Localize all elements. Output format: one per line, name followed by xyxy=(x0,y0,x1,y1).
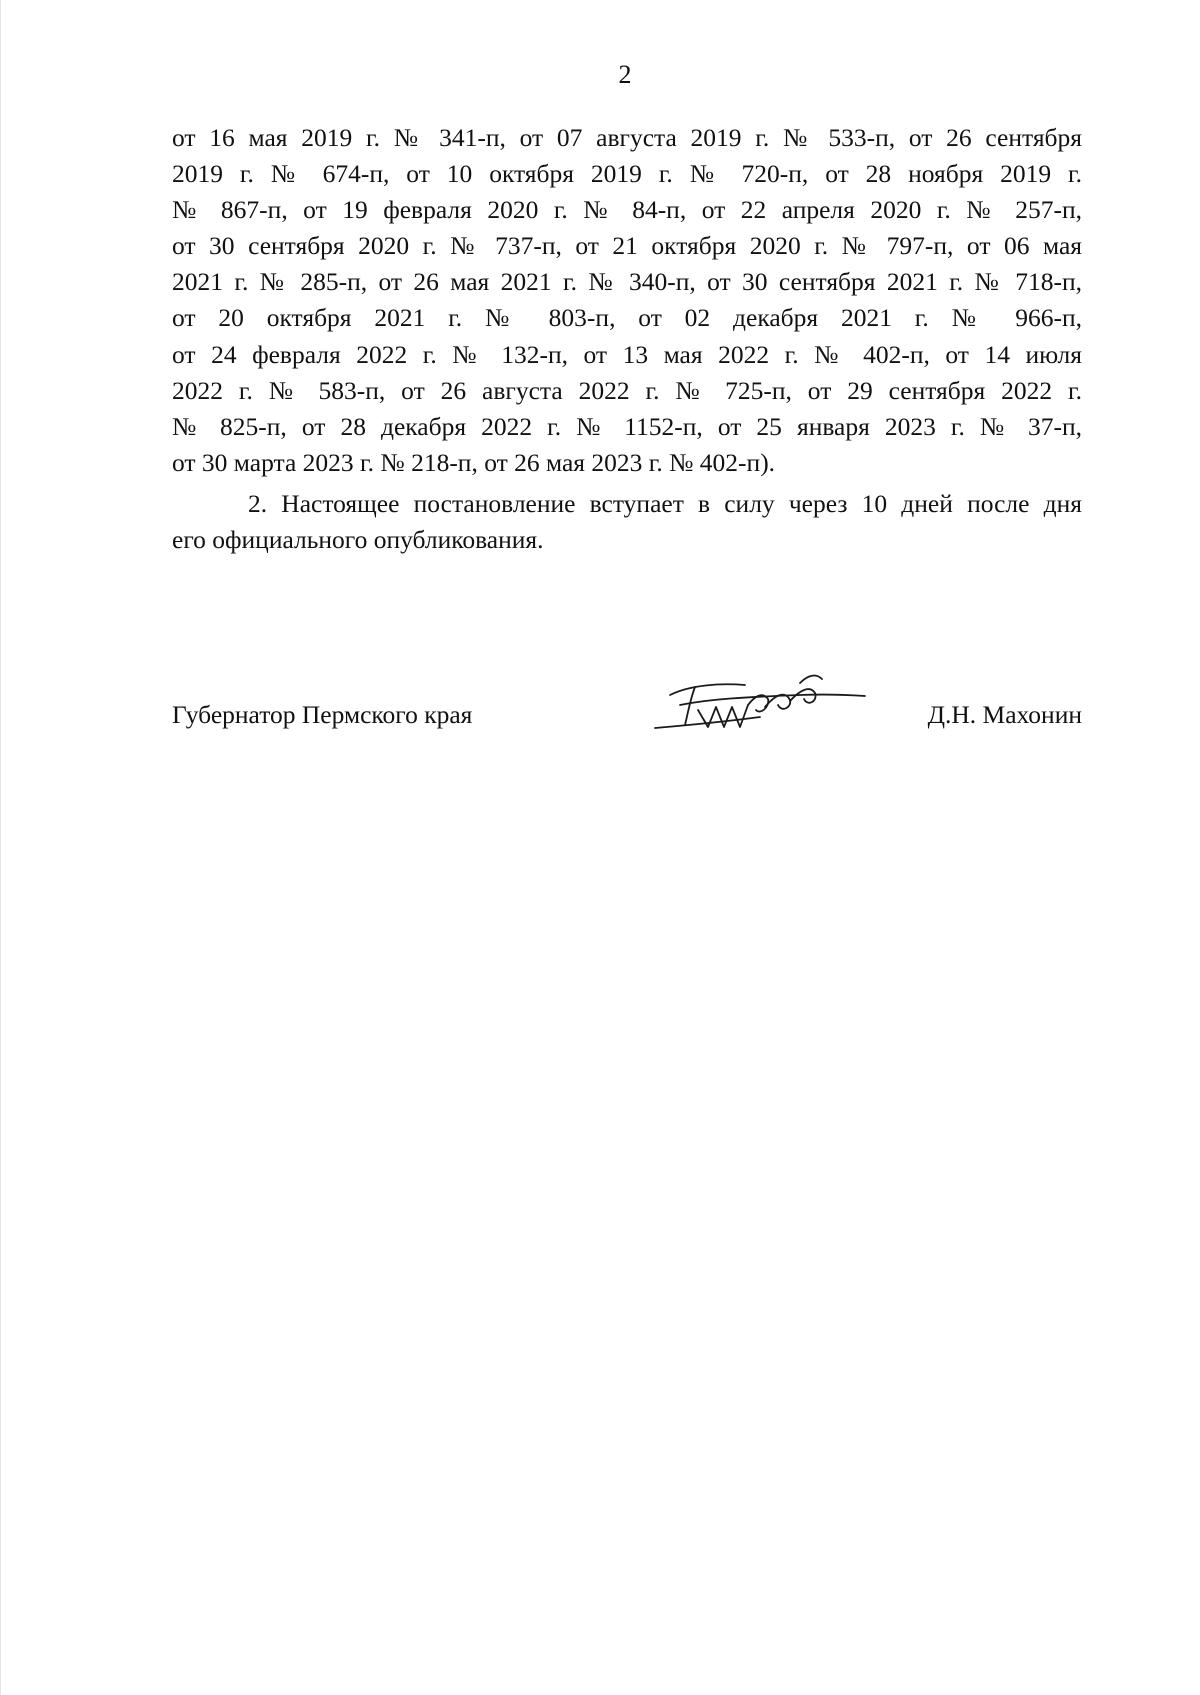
handwritten-signature xyxy=(650,655,870,745)
text-line: 2021 г. № 285-п, от 26 мая 2021 г. № 340-п, от 30 сентября 2021 г. № 718-п, xyxy=(172,267,1082,297)
text-line: от 30 марта 2023 г. № 218-п, от 26 мая 2023 г. № 402-п). xyxy=(172,447,776,477)
page-edge xyxy=(0,0,1,1695)
text-line: № 867-п, от 19 февраля 2020 г. № 84-п, от 22 апреля 2020 г. № 257-п, xyxy=(172,195,1082,225)
amendment-list-continuation xyxy=(172,120,1082,481)
text-line: от 30 сентября 2020 г. № 737-п, от 21 октября 2020 г. № 797-п, от 06 мая xyxy=(172,231,1082,261)
text-line: 2. Настоящее постановление вступает в силу через 10 дней после дня xyxy=(248,489,1082,518)
page-number: 2 xyxy=(618,60,632,89)
signatory-name: Д.Н. Махонин xyxy=(927,700,1082,729)
text-line: его официального опубликования. xyxy=(172,525,544,555)
text-line: 2019 г. № 674-п, от 10 октября 2019 г. № 720-п, от 28 ноября 2019 г. xyxy=(172,159,1082,189)
signature-block xyxy=(172,700,1082,750)
clause-2 xyxy=(172,486,1082,558)
signatory-title: Губернатор Пермского края xyxy=(172,700,473,729)
text-line: от 24 февраля 2022 г. № 132-п, от 13 мая 2022 г. № 402-п, от 14 июля xyxy=(172,339,1082,369)
text-line: от 16 мая 2019 г. № 341-п, от 07 августа 2019 г. № 533-п, от 26 сентября xyxy=(172,123,1082,152)
text-line: от 20 октября 2021 г. № 803-п, от 02 декабря 2021 г. № 966-п, xyxy=(172,303,1082,333)
text-line: 2022 г. № 583-п, от 26 августа 2022 г. № 725-п, от 29 сентября 2022 г. xyxy=(172,375,1082,405)
text-line: № 825-п, от 28 декабря 2022 г. № 1152-п, от 25 января 2023 г. № 37-п, xyxy=(172,411,1082,441)
